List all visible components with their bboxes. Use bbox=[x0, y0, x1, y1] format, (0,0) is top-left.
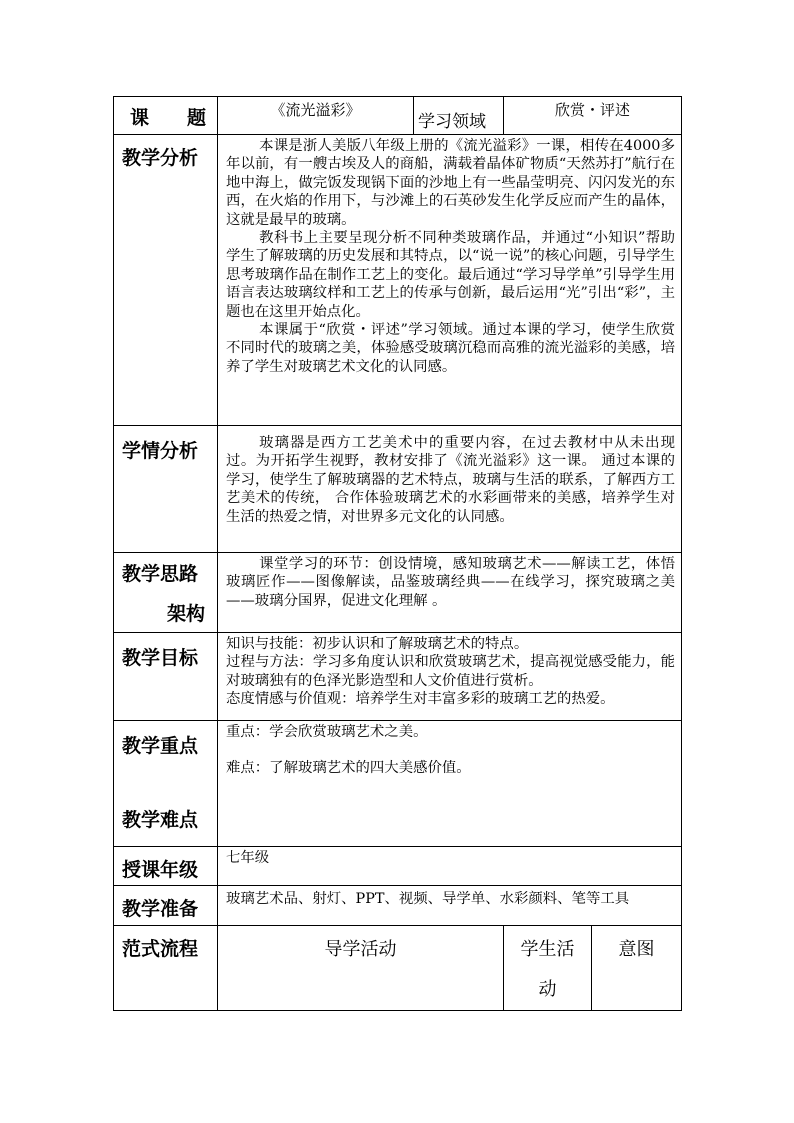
topic-value: 《流光溢彩》 bbox=[218, 97, 414, 135]
flow-col-intent: 意图 bbox=[592, 926, 682, 1011]
students-row bbox=[114, 426, 682, 553]
analysis-paragraph: 教科书上主要呈现分析不同种类玻璃作品，并通过“小知识”帮助学生了解玻璃的历史发展和其特点，以“说一说”的核心问题，引导学生思考玻璃作品在制作工艺上的变化。最后通过“学习导学单”引导学生用语言表达玻璃纹样和工艺上的传承与创新，最后运用“光”引出“彩”，主题也在这里开始点化。 bbox=[226, 230, 676, 320]
grade-label: 授课年级 bbox=[114, 847, 218, 886]
framework-body bbox=[218, 553, 682, 633]
goals-body bbox=[218, 633, 682, 721]
difficulty-text: 难点：了解玻璃艺术的四大美感价值。 bbox=[226, 760, 471, 777]
framework-label-line1: 教学思路 bbox=[122, 563, 199, 585]
prep-value: 玻璃艺术品、射灯、PPT、视频、导学单、水彩颜料、笔等工具 bbox=[218, 886, 682, 926]
focus-row bbox=[114, 721, 682, 847]
area-label: 学习领域 bbox=[414, 97, 504, 135]
focus-label bbox=[114, 721, 218, 847]
topic-row bbox=[114, 97, 682, 135]
flow-col-student bbox=[504, 926, 592, 1011]
flow-col-student-line1: 学生活 bbox=[520, 939, 575, 960]
analysis-paragraph: 本课是浙人美版八年级上册的《流光溢彩》一课，相传在4000多年以前，有一艘古埃及人的商船，满载着晶体矿物质“天然苏打”航行在地中海上，做完饭发现锅下面的沙地上有一些晶莹明亮、闪闪发光的东西，在火焰的作用下，与沙滩上的石英砂发生化学反应而产生的晶体，这就是最早的玻璃。 bbox=[226, 138, 676, 228]
prep-row bbox=[114, 886, 682, 926]
flow-col-guide: 导学活动 bbox=[218, 926, 504, 1011]
students-text: 玻璃器是西方工艺美术中的重要内容，在过去教材中从未出现过。为开拓学生视野，教材安排了《流光溢彩》这一课。 通过本课的学习，使学生了解玻璃器的艺术特点，玻璃与生活的联系，了解西方工艺美术的传统， 合作体验玻璃艺术的水彩画带来的美感，培养学生对生活的热爱之情，对世界多元文化的认同感。 bbox=[226, 435, 676, 525]
focus-body bbox=[218, 721, 682, 847]
framework-text: 课堂学习的环节：创设情境，感知玻璃艺术——解读工艺，体悟玻璃匠作——图像解读，品鉴玻璃经典——在线学习，探究玻璃之美——玻璃分国界，促进文化理解 。 bbox=[226, 556, 676, 609]
topic-label: 课 题 bbox=[114, 97, 218, 135]
goals-label: 教学目标 bbox=[114, 633, 218, 721]
analysis-body bbox=[218, 135, 682, 426]
flow-label: 范式流程 bbox=[114, 926, 218, 1011]
goal-line: 态度情感与价值观：培养学生对丰富多彩的玻璃工艺的热爱。 bbox=[226, 691, 615, 708]
analysis-label: 教学分析 bbox=[114, 135, 218, 426]
prep-label: 教学准备 bbox=[114, 886, 218, 926]
students-label: 学情分析 bbox=[114, 426, 218, 553]
flow-col-student-line2: 动 bbox=[538, 979, 557, 1000]
framework-label bbox=[114, 553, 218, 633]
goal-line: 知识与技能：初步认识和了解玻璃艺术的特点。 bbox=[226, 636, 529, 652]
goal-line: 过程与方法：学习多角度认识和欣赏玻璃艺术，提高视觉感受能力，能对玻璃独有的色泽光影造型和人文价值进行赏析。 bbox=[226, 654, 676, 689]
grade-row bbox=[114, 847, 682, 886]
analysis-paragraph: 本课属于“欣赏・评述”学习领域。通过本课的学习，使学生欣赏不同时代的玻璃之美，体验感受玻璃沉稳而高雅的流光溢彩的美感，培养了学生对玻璃艺术文化的认同感。 bbox=[226, 322, 676, 375]
key-point-text: 重点：学会欣赏玻璃艺术之美。 bbox=[226, 724, 428, 740]
framework-label-line2: 架构 bbox=[166, 603, 205, 625]
lesson-plan-table bbox=[113, 96, 682, 1011]
grade-value: 七年级 bbox=[218, 847, 682, 886]
framework-row bbox=[114, 553, 682, 633]
area-value: 欣赏・评述 bbox=[504, 97, 682, 135]
analysis-row bbox=[114, 135, 682, 426]
goals-row bbox=[114, 633, 682, 721]
key-point-label: 教学重点 bbox=[122, 735, 199, 757]
difficulty-label: 教学难点 bbox=[122, 809, 199, 831]
flow-row bbox=[114, 926, 682, 1011]
students-body bbox=[218, 426, 682, 553]
